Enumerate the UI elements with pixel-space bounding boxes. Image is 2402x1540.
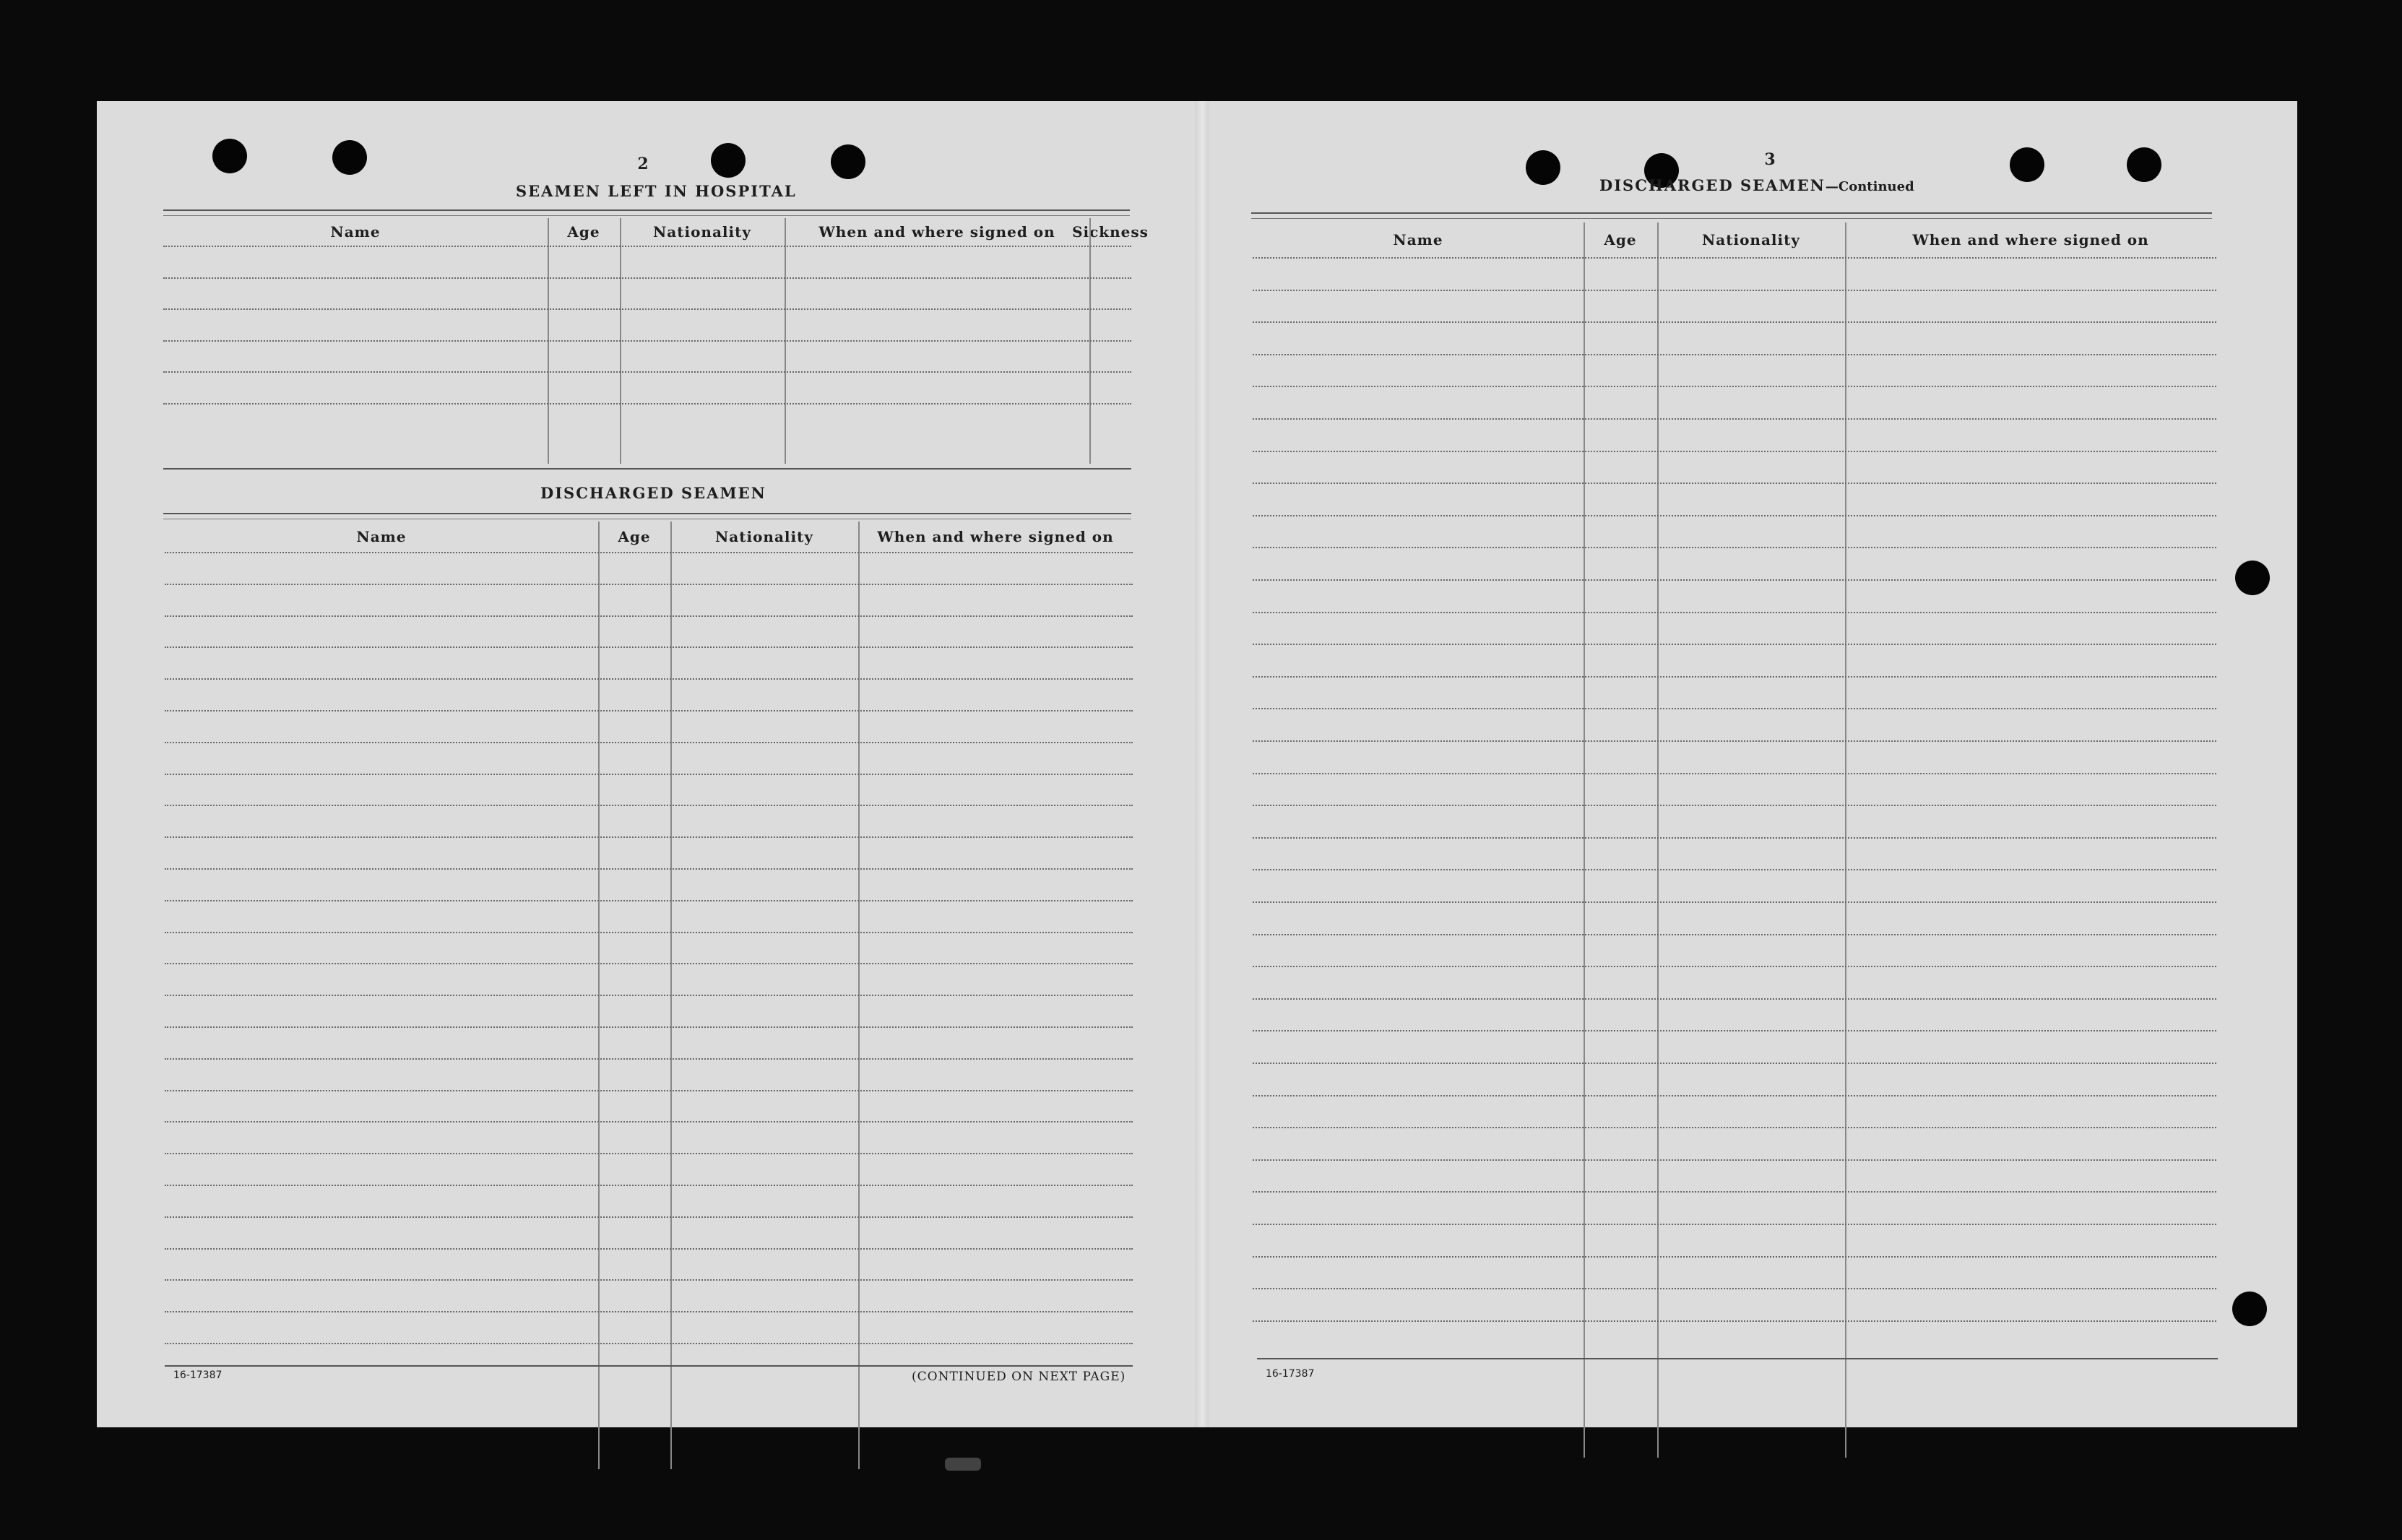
punch-hole — [2235, 561, 2270, 595]
title-rule — [163, 209, 1130, 211]
entry-line — [1253, 579, 2216, 581]
section-title-text: DISCHARGED SEAMEN — [1599, 176, 1826, 194]
entry-line — [163, 371, 1131, 373]
entry-line — [165, 1248, 1133, 1250]
discharged-table — [165, 522, 1133, 1469]
punch-hole — [831, 144, 865, 179]
entry-line — [165, 646, 1133, 648]
column-header: Nationality — [715, 528, 813, 545]
entry-line — [165, 900, 1133, 901]
column-header: When and where signed on — [1912, 231, 2149, 248]
entry-line — [1253, 1288, 2216, 1289]
entry-line — [165, 552, 1133, 553]
entry-line — [165, 710, 1133, 711]
entry-line — [165, 1216, 1133, 1218]
column-header: Nationality — [653, 223, 751, 241]
column-header: Age — [567, 223, 600, 241]
title-rule — [163, 513, 1131, 514]
entry-line — [165, 774, 1133, 775]
entry-line — [1253, 869, 2216, 870]
entry-line — [1253, 386, 2216, 387]
entry-line — [1253, 1320, 2216, 1322]
entry-line — [1253, 418, 2216, 420]
entry-line — [165, 1026, 1133, 1028]
column-header: Age — [1604, 231, 1637, 248]
column-header: When and where signed on — [877, 528, 1114, 545]
entry-line — [1253, 773, 2216, 774]
entry-line — [165, 678, 1133, 680]
left-page — [97, 101, 1202, 1427]
entry-line — [165, 1121, 1133, 1122]
form-code: 16-17387 — [1266, 1368, 1315, 1380]
entry-line — [165, 1343, 1133, 1344]
entry-line — [1253, 966, 2216, 967]
column-header: Nationality — [1702, 231, 1800, 248]
entry-line — [165, 836, 1133, 838]
column-header: Name — [1393, 231, 1443, 248]
hospital-section-title: SEAMEN LEFT IN HOSPITAL — [516, 182, 797, 200]
entry-line — [1253, 547, 2216, 548]
entry-line — [165, 1058, 1133, 1060]
page-number: 3 — [1764, 150, 1776, 169]
entry-line — [1253, 998, 2216, 1000]
entry-line — [1253, 676, 2216, 678]
punch-hole — [2010, 147, 2044, 182]
entry-line — [1253, 321, 2216, 323]
entry-line — [1253, 257, 2216, 259]
entry-line — [1253, 644, 2216, 645]
column-divider — [1584, 222, 1585, 1458]
entry-line — [1253, 1063, 2216, 1064]
bottom-rule — [165, 1365, 1133, 1367]
column-divider — [1657, 222, 1659, 1458]
bottom-rule — [1257, 1358, 2218, 1359]
punch-hole — [212, 139, 247, 173]
entry-line — [165, 742, 1133, 743]
entry-line — [1253, 708, 2216, 709]
entry-line — [163, 340, 1131, 342]
entry-line — [163, 246, 1131, 247]
entry-line — [165, 584, 1133, 585]
entry-line — [165, 1090, 1133, 1091]
entry-line — [1253, 515, 2216, 516]
entry-line — [1253, 1224, 2216, 1225]
entry-line — [1253, 740, 2216, 742]
ledger-sheet — [97, 101, 2297, 1427]
title-rule — [163, 215, 1130, 216]
entry-line — [1253, 1095, 2216, 1096]
column-header: Name — [356, 528, 407, 545]
column-header: Sickness — [1072, 223, 1149, 241]
entry-line — [165, 805, 1133, 806]
continued-suffix: —Continued — [1825, 179, 1914, 194]
entry-line — [165, 1153, 1133, 1154]
right-page — [1202, 101, 2297, 1427]
discharged-section-title: DISCHARGED SEAMEN — [540, 484, 766, 502]
entry-line — [1253, 612, 2216, 613]
entry-line — [1253, 483, 2216, 484]
continued-note: (CONTINUED ON NEXT PAGE) — [912, 1370, 1126, 1384]
entry-line — [163, 308, 1131, 310]
column-header: Name — [330, 223, 381, 241]
page-number: 2 — [637, 155, 649, 173]
entry-line — [1253, 805, 2216, 806]
form-code: 16-17387 — [173, 1370, 223, 1381]
punch-hole — [711, 143, 746, 178]
entry-line — [1253, 1256, 2216, 1258]
entry-line — [165, 1311, 1133, 1312]
entry-line — [1253, 1127, 2216, 1128]
entry-line — [165, 615, 1133, 617]
title-rule — [1251, 218, 2212, 219]
column-divider — [1845, 222, 1846, 1458]
entry-line — [165, 932, 1133, 933]
entry-line — [1253, 1159, 2216, 1161]
entry-line — [1253, 290, 2216, 291]
entry-line — [165, 1185, 1133, 1186]
punch-hole — [332, 140, 367, 175]
entry-line — [165, 868, 1133, 870]
entry-line — [165, 995, 1133, 996]
punch-hole — [1526, 150, 1560, 185]
entry-line — [1253, 451, 2216, 452]
column-header: When and where signed on — [818, 223, 1055, 241]
column-header: Age — [618, 528, 651, 545]
hospital-table — [163, 218, 1149, 558]
entry-line — [163, 403, 1131, 405]
punch-hole — [2232, 1292, 2267, 1326]
entry-line — [1253, 901, 2216, 903]
entry-line — [163, 277, 1131, 279]
entry-line — [1253, 934, 2216, 935]
discharged-continued-table — [1253, 222, 2216, 1459]
discharged-continued-title — [1599, 176, 1914, 194]
scan-smudge — [945, 1458, 981, 1471]
entry-line — [1253, 837, 2216, 839]
entry-line — [1253, 1030, 2216, 1031]
entry-line — [165, 1279, 1133, 1281]
title-rule — [1251, 212, 2212, 214]
section-rule — [163, 468, 1131, 470]
entry-line — [1253, 1191, 2216, 1193]
entry-line — [165, 963, 1133, 964]
punch-hole — [2127, 147, 2161, 182]
entry-line — [1253, 354, 2216, 355]
